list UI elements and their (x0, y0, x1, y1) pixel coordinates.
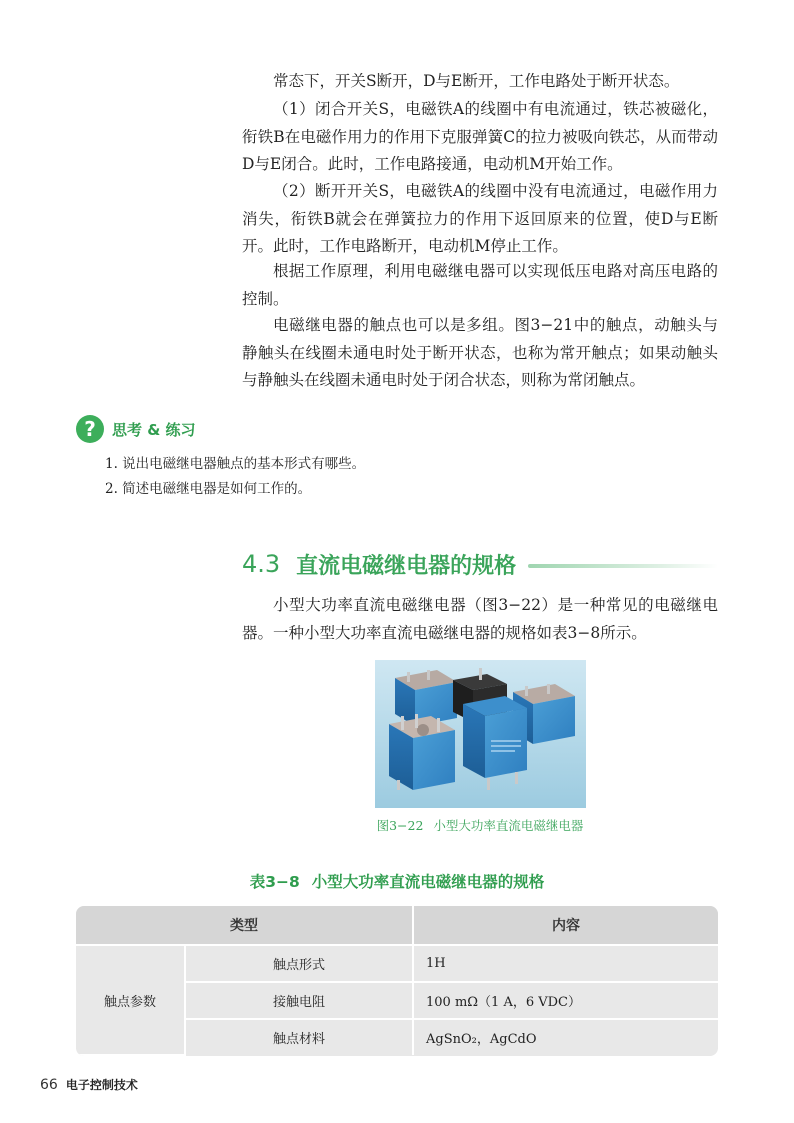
exercise-item: 1. 说出电磁继电器触点的基本形式有哪些。 (105, 456, 366, 472)
page-number: 66 (40, 1077, 58, 1093)
figure-label: 图3−22 (376, 818, 424, 833)
think-practice-header (76, 414, 196, 444)
paragraph-control-principle: 根据工作原理，利用电磁继电器可以实现低压电路对高压电路的控制。 (242, 262, 718, 308)
relay-photo (375, 660, 586, 808)
table-label: 表3−8 (249, 873, 300, 891)
value-cell: 1H (413, 945, 718, 982)
section-intro: 小型大功率直流电磁继电器（图3−22）是一种常见的电磁继电器。一种小型大功率直流电磁继电器的规格如表3−8所示。 (242, 596, 718, 642)
header-content: 内容 (413, 906, 718, 945)
think-practice-label: 思考 & 练习 (112, 420, 196, 439)
question-mark-icon: ? (76, 415, 104, 443)
exercise-item: 2. 简述电磁继电器是如何工作的。 (105, 481, 312, 497)
paragraph-normal-state: 常态下，开关S断开，D与E断开，工作电路处于断开状态。 (273, 72, 680, 90)
param-cell: 接触电阻 (185, 982, 413, 1019)
table-title (76, 870, 718, 892)
page-footer (40, 1076, 138, 1093)
section-title: 直流电磁继电器的规格 (296, 553, 517, 579)
section-number: 4.3 (242, 550, 281, 578)
paragraph-open-switch: （2）断开开关S，电磁铁A的线圈中没有电流通过，电磁作用力消失，衔铁B就会在弹簧拉力的作用下返回原来的位置，使D与E断开。此时，工作电路断开，电动机M停止工作。 (242, 182, 718, 255)
param-cell: 触点材料 (185, 1019, 413, 1055)
value-cell: 100 mΩ（1 A，6 VDC） (413, 982, 718, 1019)
section-heading (242, 546, 718, 582)
exercise-list (105, 452, 365, 502)
figure-caption-text: 小型大功率直流电磁继电器 (433, 818, 584, 833)
spec-table (76, 906, 718, 1056)
param-cell: 触点形式 (185, 945, 413, 982)
value-cell: AgSnO₂，AgCdO (413, 1019, 718, 1055)
table-row (76, 945, 718, 982)
book-title: 电子控制技术 (65, 1078, 138, 1092)
table-title-text: 小型大功率直流电磁继电器的规格 (311, 873, 545, 891)
category-cell: 触点参数 (76, 945, 185, 1055)
figure-caption (242, 816, 718, 834)
paragraph-contact-types: 电磁继电器的触点也可以是多组。图3−21中的触点，动触头与静触头在线圈未通电时处于断开状态，也称为常开触点；如果动触头与静触头在线圈未通电时处于闭合状态，则称为常闭触点。 (242, 316, 718, 389)
header-type: 类型 (76, 906, 413, 945)
paragraph-close-switch: （1）闭合开关S，电磁铁A的线圈中有电流通过，铁芯被磁化，衔铁B在电磁作用力的作用下克服弹簧C的拉力被吸向铁芯，从而带动D与E闭合。此时，工作电路接通，电动机M开始工作。 (242, 100, 718, 173)
section-rule (528, 564, 718, 568)
table-header-row (76, 906, 718, 945)
